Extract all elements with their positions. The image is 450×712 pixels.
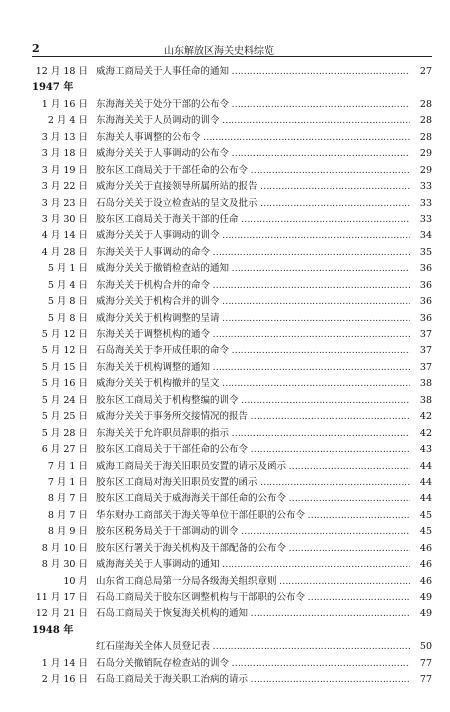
entry-page-number: 33 <box>412 179 432 195</box>
entry-title-text: 胶东区税务局关于干部调动的训令 <box>96 526 239 538</box>
toc-entry[interactable] <box>32 606 432 622</box>
entry-title <box>96 130 410 146</box>
toc-entry[interactable] <box>32 113 432 129</box>
toc-entry[interactable] <box>32 639 432 655</box>
toc-entry[interactable] <box>32 393 432 409</box>
entry-page-number: 33 <box>412 212 432 228</box>
entry-page-number: 37 <box>412 360 432 376</box>
entry-page-number: 77 <box>412 656 432 672</box>
entry-title-text: 东海关关于机构调整的通知 <box>96 361 211 373</box>
entry-date: 7 月 1 日 <box>47 476 88 488</box>
entry-page-number: 46 <box>412 557 432 573</box>
entry-page-number: 77 <box>412 672 432 688</box>
entry-title-text: 胶东区工商局关于威海海关干部任命的公布令 <box>96 493 287 505</box>
entry-title <box>96 459 410 475</box>
entry-title-text: 胶东区行署关于海关机构及干部配备的公布令 <box>96 542 287 554</box>
entry-title <box>96 113 410 129</box>
entry-title-text: 威海分关关于人事调动的公布令 <box>96 148 230 160</box>
entry-title <box>96 64 410 80</box>
toc-entry[interactable] <box>32 64 432 80</box>
entry-date: 4 月 14 日 <box>41 230 88 242</box>
entry-page-number: 49 <box>412 590 432 606</box>
entry-page-number: 33 <box>412 196 432 212</box>
entry-title-text: 石岛工商局关于海关职工治病的请示 <box>96 674 249 686</box>
entry-page-number: 29 <box>412 163 432 179</box>
entry-date: 5 月 1 日 <box>47 263 88 275</box>
entry-title-text: 石岛工商局关于恢复海关机构的通知 <box>96 608 249 620</box>
toc-entry[interactable] <box>32 196 432 212</box>
toc-entry[interactable] <box>32 541 432 557</box>
entry-title <box>96 475 410 491</box>
entry-title <box>96 491 410 507</box>
toc-entry[interactable] <box>32 261 432 277</box>
entry-page-number: 44 <box>412 475 432 491</box>
toc-entry[interactable] <box>32 508 432 524</box>
toc-entry[interactable] <box>32 442 432 458</box>
entry-page-number: 44 <box>412 459 432 475</box>
toc-entry[interactable] <box>32 459 432 475</box>
entry-page-number: 46 <box>412 541 432 557</box>
entry-title <box>96 639 410 655</box>
toc-entry[interactable] <box>32 327 432 343</box>
entry-title-text: 胶东区工商局对海关旧职员安置的函示 <box>96 476 258 488</box>
toc-entry[interactable] <box>32 376 432 392</box>
entry-title-text: 东海海关关于人员调动的训令 <box>96 115 220 127</box>
entry-page-number: 35 <box>412 245 432 261</box>
entry-title-text: 东海关关于人事调动的命令 <box>96 246 211 258</box>
entry-title-text: 石岛海关关于李开成任职的命令 <box>96 345 230 357</box>
entry-title <box>96 376 410 392</box>
entry-title-text: 东海关关于调整机构的通令 <box>96 329 211 340</box>
toc-entry[interactable] <box>32 475 432 491</box>
entry-title-text: 石岛工商局关于胶东区调整机构与干部职的公布令 <box>96 592 306 603</box>
entry-title-text: 石岛分关关于设立检查站的呈文及批示 <box>96 197 258 209</box>
entry-title <box>96 606 410 622</box>
page-header <box>32 20 432 57</box>
entry-title-text: 威海分关关于机构撤并的呈文 <box>96 378 220 390</box>
entry-date: 5 月 28 日 <box>41 427 88 439</box>
entry-title <box>96 442 410 458</box>
toc-entry[interactable] <box>32 426 432 442</box>
toc-entry[interactable] <box>32 97 432 113</box>
entry-date: 8 月 7 日 <box>47 493 88 505</box>
entry-date: 5 月 8 日 <box>47 296 88 308</box>
entry-title <box>96 409 410 425</box>
entry-title <box>96 179 410 195</box>
book-title: 山东解放区海关史料综览 <box>164 46 274 57</box>
toc-entry[interactable] <box>32 278 432 294</box>
toc-entry[interactable] <box>32 179 432 195</box>
entry-title <box>96 327 410 343</box>
entry-title <box>96 245 410 261</box>
entry-title-text: 石岛分关撤销阮存检查站的训令 <box>96 657 230 669</box>
toc-entry[interactable] <box>32 228 432 244</box>
entry-date: 2 月 4 日 <box>47 115 88 127</box>
toc-entry[interactable] <box>32 212 432 228</box>
entry-title <box>96 146 410 162</box>
toc-entry[interactable] <box>32 672 432 688</box>
entry-page-number: 28 <box>412 97 432 113</box>
entry-date: 7 月 1 日 <box>47 460 88 472</box>
entry-date: 5 月 25 日 <box>41 411 88 423</box>
entry-date: 5 月 12 日 <box>41 329 88 340</box>
entry-date: 5 月 16 日 <box>41 378 88 390</box>
entry-title <box>96 343 410 359</box>
entry-title-text: 威海分关关于事务所交接情况的报告 <box>96 411 249 423</box>
toc-entry[interactable] <box>32 574 432 590</box>
entry-title-text: 威海分关关于机构调整的呈请 <box>96 312 220 324</box>
entry-date: 10 月 <box>63 575 88 587</box>
entry-title <box>96 574 410 590</box>
entry-date: 3 月 18 日 <box>41 148 88 160</box>
entry-title-text: 威海分关关于直接领导所属所站的报告 <box>96 181 258 193</box>
entry-date: 5 月 15 日 <box>41 361 88 373</box>
entry-page-number: 36 <box>412 261 432 277</box>
entry-title <box>96 212 410 228</box>
entry-title-text: 胶东区工商局关于干部任命的公布令 <box>96 164 249 176</box>
entry-date: 2 月 16 日 <box>41 674 88 686</box>
header-rule <box>32 56 432 57</box>
toc-entry[interactable] <box>32 557 432 573</box>
toc-entry[interactable] <box>32 130 432 146</box>
page-number: 2 <box>32 42 40 55</box>
entry-page-number: 36 <box>412 294 432 310</box>
entry-title <box>96 261 410 277</box>
entry-title <box>96 311 410 327</box>
entry-title <box>96 656 410 672</box>
entry-title <box>96 508 410 524</box>
entry-page-number: 42 <box>412 409 432 425</box>
entry-date: 4 月 28 日 <box>41 246 88 258</box>
entry-page-number: 28 <box>412 130 432 146</box>
entry-title-text: 威海工商局关于人事任命的通知 <box>96 66 230 77</box>
entry-page-number: 27 <box>412 64 432 80</box>
entry-date: 1 月 16 日 <box>41 98 88 110</box>
entry-date: 3 月 13 日 <box>41 131 88 143</box>
entry-title-text: 威海工商局关于海关旧职员安置的请示及函示 <box>96 460 287 472</box>
entry-title <box>96 228 410 244</box>
entry-page-number: 36 <box>412 311 432 327</box>
entry-title-text: 华东财办工商部关于海关等单位干部任职的公布令 <box>96 509 306 521</box>
entry-page-number: 45 <box>412 524 432 540</box>
toc-entry[interactable] <box>32 343 432 359</box>
entry-date: 12 月 21 日 <box>35 608 88 620</box>
entry-date: 8 月 7 日 <box>47 509 88 521</box>
entry-date: 6 月 27 日 <box>41 444 88 456</box>
entry-title-text: 威海分关关于机构合并的训令 <box>96 296 220 308</box>
entry-page-number: 29 <box>412 146 432 162</box>
toc-entry[interactable] <box>32 590 432 606</box>
entry-date: 11 月 17 日 <box>35 592 88 603</box>
entry-date: 3 月 22 日 <box>41 181 88 193</box>
toc-entry[interactable] <box>32 360 432 376</box>
entry-page-number: 49 <box>412 606 432 622</box>
entry-title-text: 胶东区工商局关于干部任命的公布令 <box>96 444 249 456</box>
entry-page-number: 45 <box>412 508 432 524</box>
entry-page-number: 37 <box>412 343 432 359</box>
entry-date: 5 月 24 日 <box>41 394 88 406</box>
entry-date: 8 月 10 日 <box>41 542 88 554</box>
entry-title-text: 胶东区工商局关于海关干部的任命 <box>96 213 239 225</box>
entry-page-number: 43 <box>412 442 432 458</box>
entry-date: 3 月 23 日 <box>41 197 88 209</box>
entry-title-text: 威海海关关于人事调动的通知 <box>96 559 220 571</box>
entry-page-number: 46 <box>412 574 432 590</box>
entry-title-text: 东海关关于允许职员辞职的指示 <box>96 427 230 439</box>
year-heading: 1947 年 <box>32 82 74 94</box>
entry-title <box>96 541 410 557</box>
toc-entry[interactable] <box>32 163 432 179</box>
entry-title <box>96 163 410 179</box>
toc-entry[interactable] <box>32 311 432 327</box>
toc-entry[interactable] <box>32 245 432 261</box>
entry-title <box>96 557 410 573</box>
entry-date: 5 月 12 日 <box>41 345 88 357</box>
entry-title-text: 山东省工商总局第一分局各级海关组织章则 <box>96 575 277 587</box>
entry-title <box>96 294 410 310</box>
entry-title <box>96 196 410 212</box>
entry-title <box>96 278 410 294</box>
entry-title-text: 胶东区工商局关于机构整编的训令 <box>96 394 239 406</box>
entry-page-number: 28 <box>412 113 432 129</box>
entry-page-number: 44 <box>412 491 432 507</box>
entry-title <box>96 590 410 606</box>
entry-title-text: 东海关关于机构合并的命令 <box>96 279 211 291</box>
entry-title <box>96 672 410 688</box>
toc-entry[interactable] <box>32 491 432 507</box>
entry-title-text: 东海关人事调整的公布令 <box>96 131 201 143</box>
toc-entry[interactable] <box>32 294 432 310</box>
entry-date: 3 月 19 日 <box>41 164 88 176</box>
entry-title-text: 红石崖海关全体人员登记表 <box>96 641 211 653</box>
entry-page-number: 38 <box>412 376 432 392</box>
entry-date: 3 月 30 日 <box>41 213 88 225</box>
entry-date: 8 月 9 日 <box>47 526 88 538</box>
entry-title-text: 威海分关关于撤销检查站的通知 <box>96 263 230 275</box>
entry-page-number: 34 <box>412 228 432 244</box>
entry-page-number: 38 <box>412 393 432 409</box>
toc-entry[interactable] <box>32 656 432 672</box>
entry-title <box>96 393 410 409</box>
entry-title <box>96 524 410 540</box>
entry-title-text: 威海分关关于人事调动的训令 <box>96 230 220 242</box>
toc-entry[interactable] <box>32 409 432 425</box>
entry-title <box>96 97 410 113</box>
table-of-contents <box>32 64 432 689</box>
entry-date: 5 月 8 日 <box>47 312 88 324</box>
entry-page-number: 42 <box>412 426 432 442</box>
entry-page-number: 50 <box>412 639 432 655</box>
entry-title <box>96 426 410 442</box>
entry-title <box>96 360 410 376</box>
toc-entry[interactable] <box>32 524 432 540</box>
entry-page-number: 36 <box>412 278 432 294</box>
toc-entry[interactable] <box>32 146 432 162</box>
year-heading: 1948 年 <box>32 624 74 636</box>
entry-date: 8 月 30 日 <box>41 559 88 571</box>
entry-date: 5 月 4 日 <box>47 279 88 291</box>
entry-date: 1 月 14 日 <box>41 657 88 669</box>
entry-title-text: 东海海关关于处分干部的公布令 <box>96 98 230 110</box>
entry-date: 12 月 18 日 <box>35 66 88 77</box>
entry-page-number: 37 <box>412 327 432 343</box>
